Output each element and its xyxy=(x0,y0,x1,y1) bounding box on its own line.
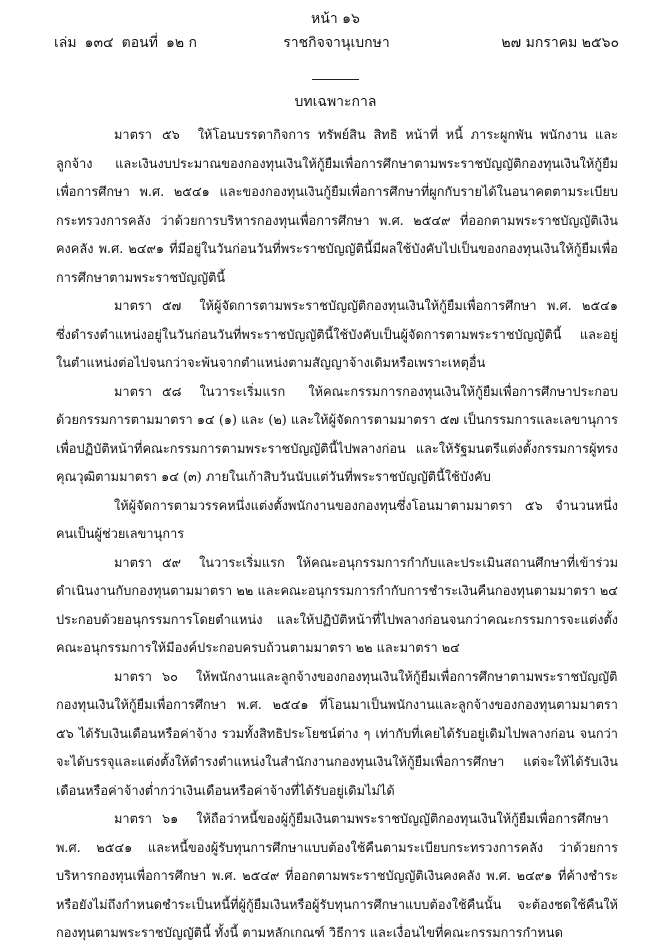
volume-label: เล่ม xyxy=(54,35,77,51)
section-text: ให้พนักงานและลูกจ้างของกองทุนเงินให้กู้ยืมเพื่อการศึกษาตามพระราชบัญญัติกองทุนเงินให้กู้ยืมเพื่อการศึกษา พ.ศ. ๒๕๔๑ ที่โอนมาเป็นพนักงานและลูกจ้างของกองทุนตามมาตรา ๕๖ ได้รับเงินเดือนหรือค่าจ้าง รวมทั้งสิทธิประโยชน์ต่าง ๆ เท่ากับที่เคยได้รับอยู่เดิมไปพลางก่อน จนกว่าจะได้บรรจุและแต่งตั้งให้ดำรงตำแหน่งในสำนักงานกองทุนเงินให้กู้ยืมเพื่อการศึกษา แต่จะให้ได้รับเงินเดือนหรือค่าจ้างต่ำกว่าเงินเดือนหรือค่าจ้างที่ได้รับอยู่เดิมไม่ได้ xyxy=(56,669,618,799)
section-57 xyxy=(56,293,618,379)
chapter-title: บทเฉพาะกาล xyxy=(294,94,377,110)
section-56 xyxy=(56,122,618,293)
gazette-header xyxy=(54,34,619,52)
section-label: มาตรา xyxy=(114,669,152,685)
volume-number: ๑๓๔ xyxy=(84,35,114,51)
section-number: ๕๘ xyxy=(162,384,182,400)
volume-info xyxy=(54,34,197,52)
section-text: ให้ถือว่าหนี้ของผู้กู้ยืมเงินตามพระราชบัญญัติกองทุนเงินให้กู้ยืมเพื่อการศึกษา พ.ศ. ๒๕๔๑ และหนี้ของผู้รับทุนการศึกษาแบบต้องใช้คืนตามระเบียบกระทรวงการคลัง ว่าด้วยการบริหารกองทุนเพื่อการศึกษา พ.ศ. ๒๕๔๙ ที่ออกตามพระราชบัญญัติเงินคงคลัง พ.ศ. ๒๔๙๑ ที่ค้างชำระหรือยังไม่ถึงกำหนดชำระเป็นหนี้ที่ผู้กู้ยืมเงินหรือผู้รับทุนการศึกษาแบบต้องใช้คืนนั้น จะต้องชดใช้คืนให้กองทุนตามพระราชบัญญัตินี้ ทั้งนี้ ตามหลักเกณฑ์ วิธีการ และเงื่อนไขที่คณะกรรมการกำหนด xyxy=(56,812,618,941)
section-61 xyxy=(56,806,618,949)
document-body xyxy=(56,122,618,949)
section-label: มาตรา xyxy=(114,299,152,314)
page-number: หน้า ๑๖ xyxy=(311,11,360,27)
section-label: มาตรา xyxy=(114,812,152,827)
section-number: ๕๙ xyxy=(162,555,182,571)
issue-date: ๒๗ มกราคม ๒๕๖๐ xyxy=(501,35,619,51)
section-number: ๖๐ xyxy=(162,669,178,685)
section-59 xyxy=(56,550,618,664)
section-number: ๕๖ xyxy=(162,128,180,143)
section-text: ให้โอนบรรดากิจการ ทรัพย์สิน สิทธิ หน้าที่ หนี้ ภาระผูกพัน พนักงาน และลูกจ้าง และเงินงบประมาณของกองทุนเงินให้กู้ยืมเพื่อการศึกษาตามพระราชบัญญัติกองทุนเงินให้กู้ยืมเพื่อการศึกษา พ.ศ. ๒๕๔๑ และของกองทุนเงินกู้ยืมเพื่อการศึกษาที่ผูกกับรายได้ในอนาคตตามระเบียบกระทรวงการคลัง ว่าด้วยการบริหารกองทุนเพื่อการศึกษา พ.ศ. ๒๕๔๙ ที่ออกตามพระราชบัญญัติเงินคงคลัง พ.ศ. ๒๔๙๑ ที่มีอยู่ในวันก่อนวันที่พระราชบัญญัตินี้มีผลใช้บังคับไปเป็นของกองทุนเงินให้กู้ยืมเพื่อการศึกษาตามพระราชบัญญัตินี้ xyxy=(56,128,618,286)
section-label: มาตรา xyxy=(114,128,152,143)
section-60 xyxy=(56,664,618,807)
gazette-title: ราชกิจจานุเบกษา xyxy=(283,35,390,51)
issue-date-wrap xyxy=(501,34,619,52)
part-label: ตอนที่ xyxy=(121,35,158,51)
section-text: ในวาระเริ่มแรก ให้คณะกรรมการกองทุนเงินให้กู้ยืมเพื่อการศึกษาประกอบด้วยกรรมการตามมาตรา ๑๔ (๑) และ (๒) และให้ผู้จัดการตามมาตรา ๕๗ เป็นกรรมการและเลขานุการเพื่อปฏิบัติหน้าที่คณะกรรมการตามพระราชบัญญัตินี้ไปพลางก่อน และให้รัฐมนตรีแต่งตั้งกรรมการผู้ทรงคุณวุฒิตามมาตรา ๑๔ (๓) ภายในเก้าสิบวันนับแต่วันที่พระราชบัญญัตินี้ใช้บังคับ xyxy=(56,384,618,485)
section-label: มาตรา xyxy=(114,555,152,571)
section-text: ในวาระเริ่มแรก ให้คณะอนุกรรมการกำกับและประเมินสถานศึกษาที่เข้าร่วมดำเนินงานกับกองทุนตามมาตรา ๒๒ และคณะอนุกรรมการกำกับการชำระเงินคืนกองทุนตามมาตรา ๒๔ ประกอบด้วยอนุกรรมการโดยตำแหน่ง และให้ปฏิบัติหน้าที่ไปพลางก่อนจนกว่าคณะกรรมการจะแต่งตั้งคณะอนุกรรมการให้มีองค์ประกอบครบถ้วนตามมาตรา ๒๒ และมาตรา ๒๔ xyxy=(56,555,618,656)
section-text: ให้ผู้จัดการตามพระราชบัญญัติกองทุนเงินให้กู้ยืมเพื่อการศึกษา พ.ศ. ๒๕๔๑ ซึ่งดำรงตำแหน่งอยู่ในวันก่อนวันที่พระราชบัญญัตินี้ใช้บังคับเป็นผู้จัดการตามพระราชบัญญัตินี้ และอยู่ในตำแหน่งต่อไปจนกว่าจะพ้นจากตำแหน่งตามสัญญาจ้างเดิมหรือเพราะเหตุอื่น xyxy=(56,299,618,371)
part-number: ๑๒ ก xyxy=(165,35,198,51)
header-divider xyxy=(312,79,359,80)
section-number: ๖๑ xyxy=(162,812,179,827)
section-text: ให้ผู้จัดการตามวรรคหนึ่งแต่งตั้งพนักงานของกองทุนซึ่งโอนมาตามมาตรา ๕๖ จำนวนหนึ่งคนเป็นผู้ช่วยเลขานุการ xyxy=(56,498,618,542)
section-label: มาตรา xyxy=(114,384,152,400)
section-58 xyxy=(56,379,618,493)
section-58-paragraph-2 xyxy=(56,493,618,550)
section-number: ๕๗ xyxy=(162,299,182,314)
